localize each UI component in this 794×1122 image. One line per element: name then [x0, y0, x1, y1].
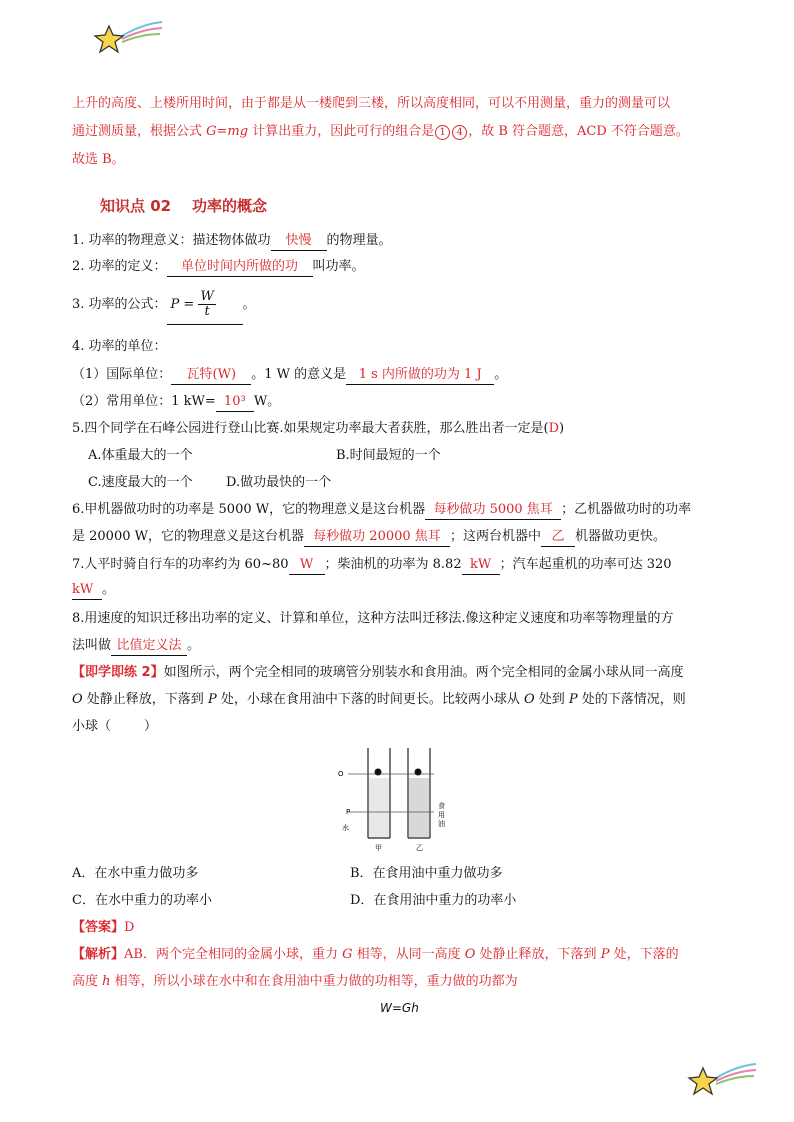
item-5-option-c: C.速度最大的一个: [88, 475, 193, 490]
item-4-1: （1）国际单位： 瓦特(W) 。1 W 的意义是 1 s 内所做的功为 1 J 。: [72, 365, 507, 385]
practice-line-3: 小球（ ）: [72, 719, 158, 734]
intro-line-1: 上升的高度、上楼所用时间，由于都是从一楼爬到三楼，所以高度相同，可以不用测量，重力的测量可以: [72, 96, 671, 111]
item-3: 3. 功率的公式： P = $\frac{W}{t}$ 。: [72, 286, 256, 325]
item-1: 1. 功率的物理意义：描述物体做功 快慢 的物理量。: [72, 231, 392, 251]
item-5-option-d: D.做功最快的一个: [226, 475, 332, 490]
answer-line: 【答案】D: [72, 920, 135, 935]
intro-line-3: 故选 B。: [72, 152, 125, 167]
item-7-line-2: kW 。: [72, 580, 115, 600]
label-p: P: [346, 808, 351, 816]
option-d: D．在食用油中重力的功率小: [350, 893, 517, 908]
shooting-star-icon: [686, 1060, 758, 1100]
analysis-line-1: 【解析】AB．两个完全相同的金属小球，重力 G 相等，从同一高度 O 处静止释放，下落到 P 处，下落的: [72, 947, 679, 962]
item-5-option-a: A.体重最大的一个: [88, 448, 193, 463]
option-b: B．在食用油中重力做功多: [350, 866, 503, 881]
item-4: 4. 功率的单位：: [72, 339, 167, 354]
ball-oil: [415, 769, 422, 776]
section-heading: 知识点 02 功率的概念: [100, 197, 267, 215]
label-jia: 甲: [375, 844, 382, 852]
item-2: 2. 功率的定义： 单位时间内所做的功 叫功率。: [72, 257, 365, 277]
item-8-line-1: 8.用速度的知识迁移出功率的定义、计算和单位，这种方法叫迁移法.像这种定义速度和功率等物理量的方: [72, 611, 674, 626]
label-oil-2: 用: [438, 811, 445, 819]
item-4-2: （2）常用单位：1 kW= 10³ W。: [72, 392, 280, 412]
option-a: A．在水中重力做功多: [72, 866, 199, 881]
shooting-star-icon: [92, 18, 164, 58]
label-oil-1: 食: [438, 802, 445, 810]
item-6-line-1: 6.甲机器做功时的功率是 5000 W，它的物理意义是这台机器 每秒做功 5000 焦耳 ；乙机器做功时的功率: [72, 500, 691, 520]
practice-line-2: O 处静止释放，下落到 P 处，小球在食用油中下落的时间更长。比较两小球从 O 处到 P 处的下落情况，则: [72, 692, 686, 707]
tubes-figure: [336, 744, 456, 854]
item-5: 5.四个同学在石峰公园进行登山比赛.如果规定功率最大者获胜，那么胜出者一定是(D): [72, 421, 565, 436]
analysis-line-2: 高度 h 相等，所以小球在水中和在食用油中重力做的功相等，重力做的功都为: [72, 974, 518, 989]
label-oil-3: 油: [438, 820, 445, 828]
practice-line-1: 【即学即练 2】如图所示，两个完全相同的玻璃管分别装水和食用油。两个完全相同的金属小球从同一高度: [72, 665, 684, 680]
item-5-option-b: B.时间最短的一个: [336, 448, 441, 463]
item-6-line-2: 是 20000 W，它的物理意义是这台机器 每秒做功 20000 焦耳 ；这两台机器中 乙 机器做功更快。: [72, 527, 666, 547]
label-o: O: [338, 770, 344, 778]
option-c: C．在水中重力的功率小: [72, 893, 212, 908]
item-8-line-2: 法叫做 比值定义法 。: [72, 636, 200, 656]
ball-water: [375, 769, 382, 776]
label-water: 水: [342, 824, 349, 832]
intro-line-2: 通过测质量，根据公式 G=mg 计算出重力，因此可行的组合是 1 4 ，故 B 符合题意，ACD 不符合题意。: [72, 124, 689, 139]
label-yi: 乙: [416, 844, 423, 852]
item-7-line-1: 7.人平时骑自行车的功率约为 60~80 W ；柴油机的功率为 8.82 kW ；汽车起重机的功率可达 320: [72, 555, 672, 575]
analysis-formula: W=Gh: [380, 1001, 419, 1015]
